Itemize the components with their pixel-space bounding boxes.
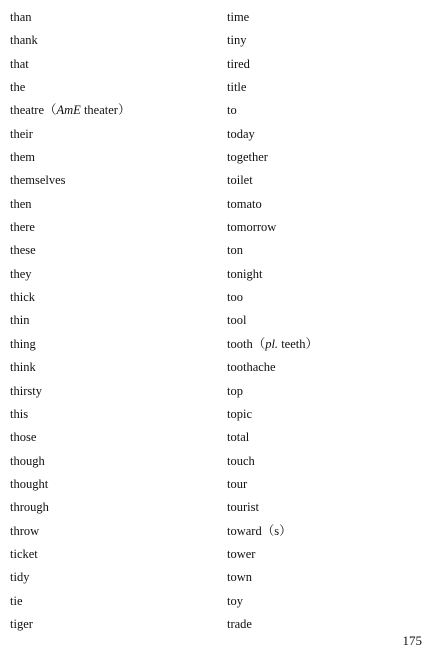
word-entry: these (10, 243, 36, 258)
word-entry: throw (10, 523, 40, 538)
word-entry: topic (227, 406, 252, 421)
word-entry: tiger (10, 616, 33, 631)
word-entry: thick (10, 290, 35, 305)
word-entry: tie (10, 593, 23, 608)
word-entry: theatre（AmE theater） (10, 103, 131, 118)
word-entry: tower (227, 546, 256, 561)
word-entry: though (10, 453, 45, 468)
word-entry: toy (227, 593, 243, 608)
word-entry: they (10, 266, 32, 281)
word-entry: tonight (227, 266, 263, 281)
word-entry: tool (227, 313, 247, 328)
word-entry: ticket (10, 546, 38, 561)
word-entry: than (10, 10, 32, 24)
word-entry: thought (10, 476, 49, 491)
word-entry: toward（s） (227, 523, 292, 538)
word-entry: thing (10, 336, 36, 351)
word-entry: tiny (227, 33, 247, 48)
word-entry: to (227, 103, 237, 118)
word-entry: touch (227, 453, 255, 468)
word-entry: their (10, 126, 33, 141)
word-entry: time (227, 10, 250, 24)
word-entry: them (10, 150, 35, 165)
word-entry: tour (227, 476, 248, 491)
word-entry: total (227, 430, 250, 445)
word-entry: think (10, 360, 36, 375)
word-entry: this (10, 406, 29, 421)
word-entry: thank (10, 33, 38, 48)
word-entry: tourist (227, 500, 259, 515)
word-entry: through (10, 500, 49, 515)
page-number: 175 (402, 633, 422, 648)
word-entry: tooth（pl. teeth） (227, 336, 318, 351)
word-entry: toilet (227, 173, 253, 188)
word-entry: tidy (10, 570, 30, 585)
word-list-left-column (10, 9, 130, 639)
word-entry: ton (227, 243, 243, 258)
word-entry: thin (10, 313, 30, 328)
word-entry: thirsty (10, 383, 42, 398)
word-list-right-column (227, 9, 318, 639)
word-entry: the (10, 80, 26, 95)
word-entry: themselves (10, 173, 66, 188)
word-entry: top (227, 383, 243, 398)
word-entry: those (10, 430, 37, 445)
word-entry: that (10, 56, 29, 71)
word-entry: trade (227, 616, 252, 631)
word-entry: toothache (227, 360, 276, 375)
word-entry: tomato (227, 196, 262, 211)
word-entry: tired (227, 56, 250, 71)
word-entry: there (10, 220, 35, 235)
word-entry: together (227, 150, 268, 165)
word-entry: too (227, 290, 243, 305)
word-entry: tomorrow (227, 220, 277, 235)
word-entry: today (227, 126, 255, 141)
word-entry: then (10, 196, 32, 211)
word-entry: town (227, 570, 252, 585)
word-entry: title (227, 80, 247, 95)
